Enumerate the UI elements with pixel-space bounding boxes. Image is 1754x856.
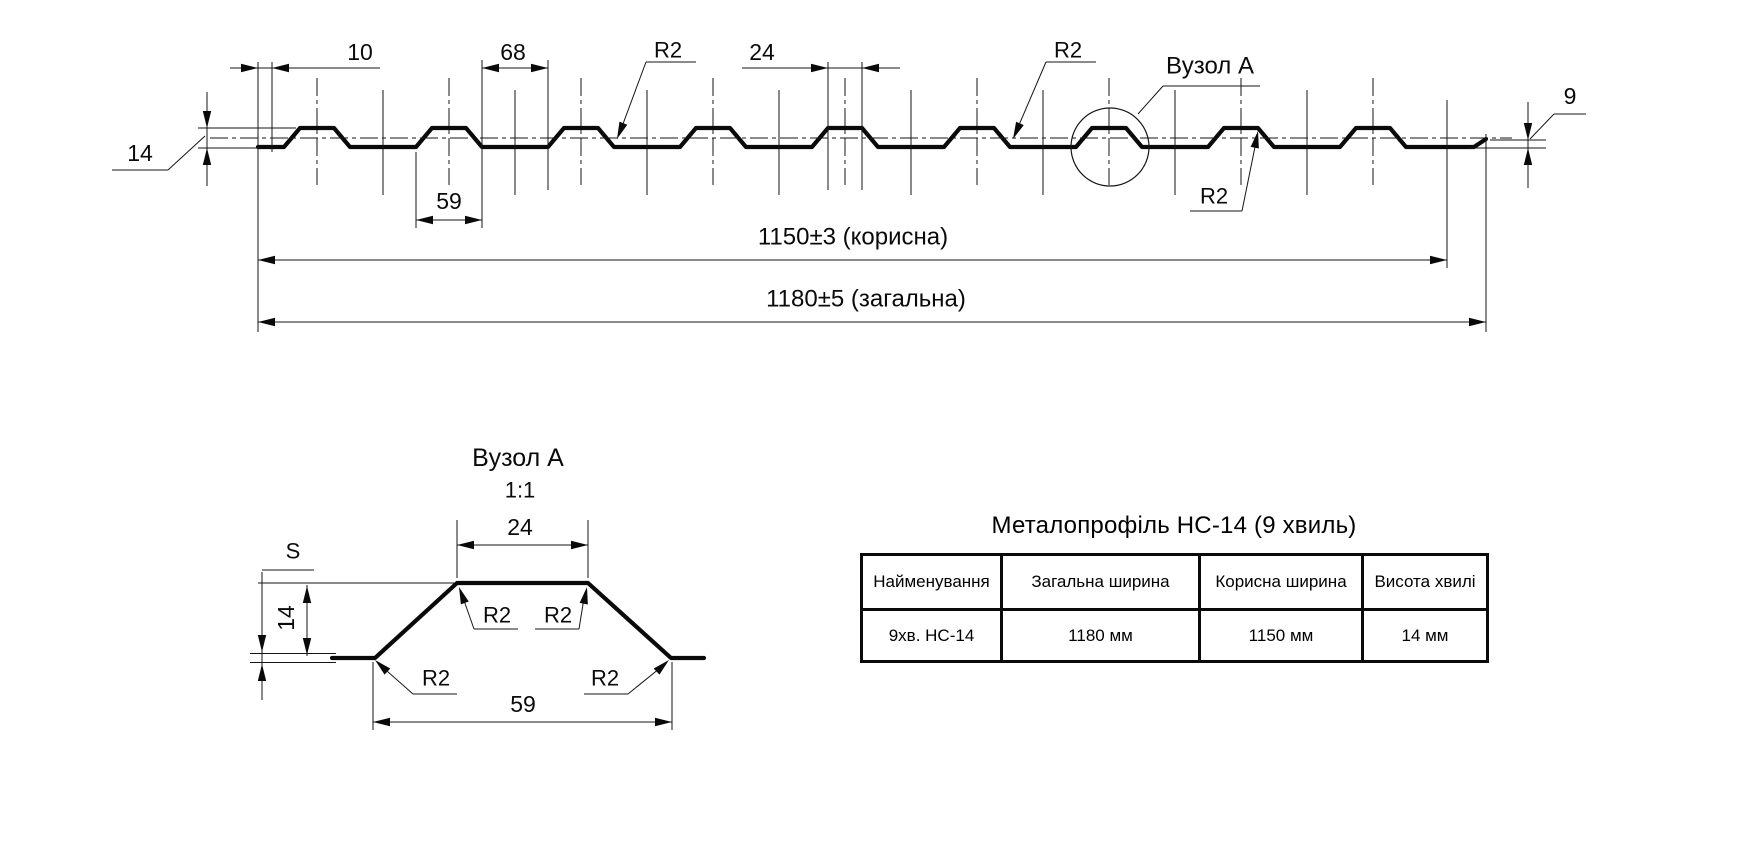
dimension-arrow [1524,148,1532,165]
dimension-arrow [571,541,588,549]
dim-useful-width: 1150±3 (корисна) [757,223,949,251]
dim-crest-spacing: 68 [500,39,526,65]
detail-title: Вузол А [472,444,564,472]
dimension-arrow [203,111,211,128]
spec-table [860,553,1489,663]
dim-wave-bottom-width: 59 [436,188,462,214]
cell-name: 9хв. НС-14 [862,610,1002,662]
dimension-arrow [416,216,433,224]
dimension-arrow [203,148,211,165]
dimension-arrow [373,718,390,726]
dimension-arrow [258,635,266,652]
dim-detail-height: 14 [273,605,299,631]
radius-callout: R2 [421,665,451,691]
dimension-arrow [258,664,266,681]
radius-callout: R2 [1199,183,1229,209]
dim-detail-top-width: 24 [507,514,533,540]
cell-total-width: 1180 мм [1002,610,1200,662]
spec-table-title: Металопрофіль НС-14 (9 хвиль) [991,512,1357,539]
header-wave-height: Висота хвилі [1363,555,1488,610]
leader-line [1242,137,1257,211]
radius-callout: R2 [1053,37,1083,63]
dim-edge-offset: 10 [347,39,373,65]
dimension-arrow [531,64,548,72]
leader-line [620,62,646,132]
node-a-detail-view [250,444,704,730]
dimension-arrow [241,64,258,72]
dimension-arrow [303,638,311,655]
leader-line [1530,114,1554,139]
dimension-arrow [258,256,275,264]
dimension-arrow [455,586,469,605]
cell-useful-width: 1150 мм [1200,610,1363,662]
dimension-arrow [580,586,591,604]
spec-table-data-row [862,610,1488,662]
dimension-arrow [303,586,311,603]
main-profile-cross-section [112,38,1586,333]
dimension-arrow [465,216,482,224]
spec-table-block [860,512,1488,663]
dim-wave-height: 14 [127,140,153,166]
dimension-arrow [654,657,672,675]
radius-callout: R2 [543,602,573,628]
dimension-arrow [862,64,879,72]
leader-line [1016,62,1046,132]
dim-crest-top-width: 24 [749,39,775,65]
cell-wave-height: 14 мм [1363,610,1488,662]
node-a-circle [1071,108,1149,186]
radius-callout: R2 [653,37,683,63]
spec-table-header-row [862,555,1488,610]
dimension-arrow [272,64,289,72]
dimension-arrow [457,541,474,549]
dimension-arrow [655,718,672,726]
dimension-arrow [258,318,275,326]
radius-callout: R2 [590,665,620,691]
dim-thickness: S [285,538,301,564]
dim-total-width: 1180±5 (загальна) [766,285,966,313]
dimension-arrow [482,64,499,72]
detail-scale: 1:1 [504,477,536,503]
header-name: Найменування [862,555,1002,610]
header-useful-width: Корисна ширина [1200,555,1363,610]
dim-edge-lip-height: 9 [1563,83,1577,109]
dimension-arrow [1469,318,1486,326]
dimension-arrow [811,64,828,72]
dim-detail-bottom-width: 59 [510,691,536,717]
node-a-label: Вузол А [1166,52,1254,80]
detail-profile-outline [332,583,704,658]
radius-callout: R2 [482,602,512,628]
leader-line [1138,86,1163,114]
header-total-width: Загальна ширина [1002,555,1200,610]
leader-line [168,136,205,170]
dimension-arrow [1430,256,1447,264]
